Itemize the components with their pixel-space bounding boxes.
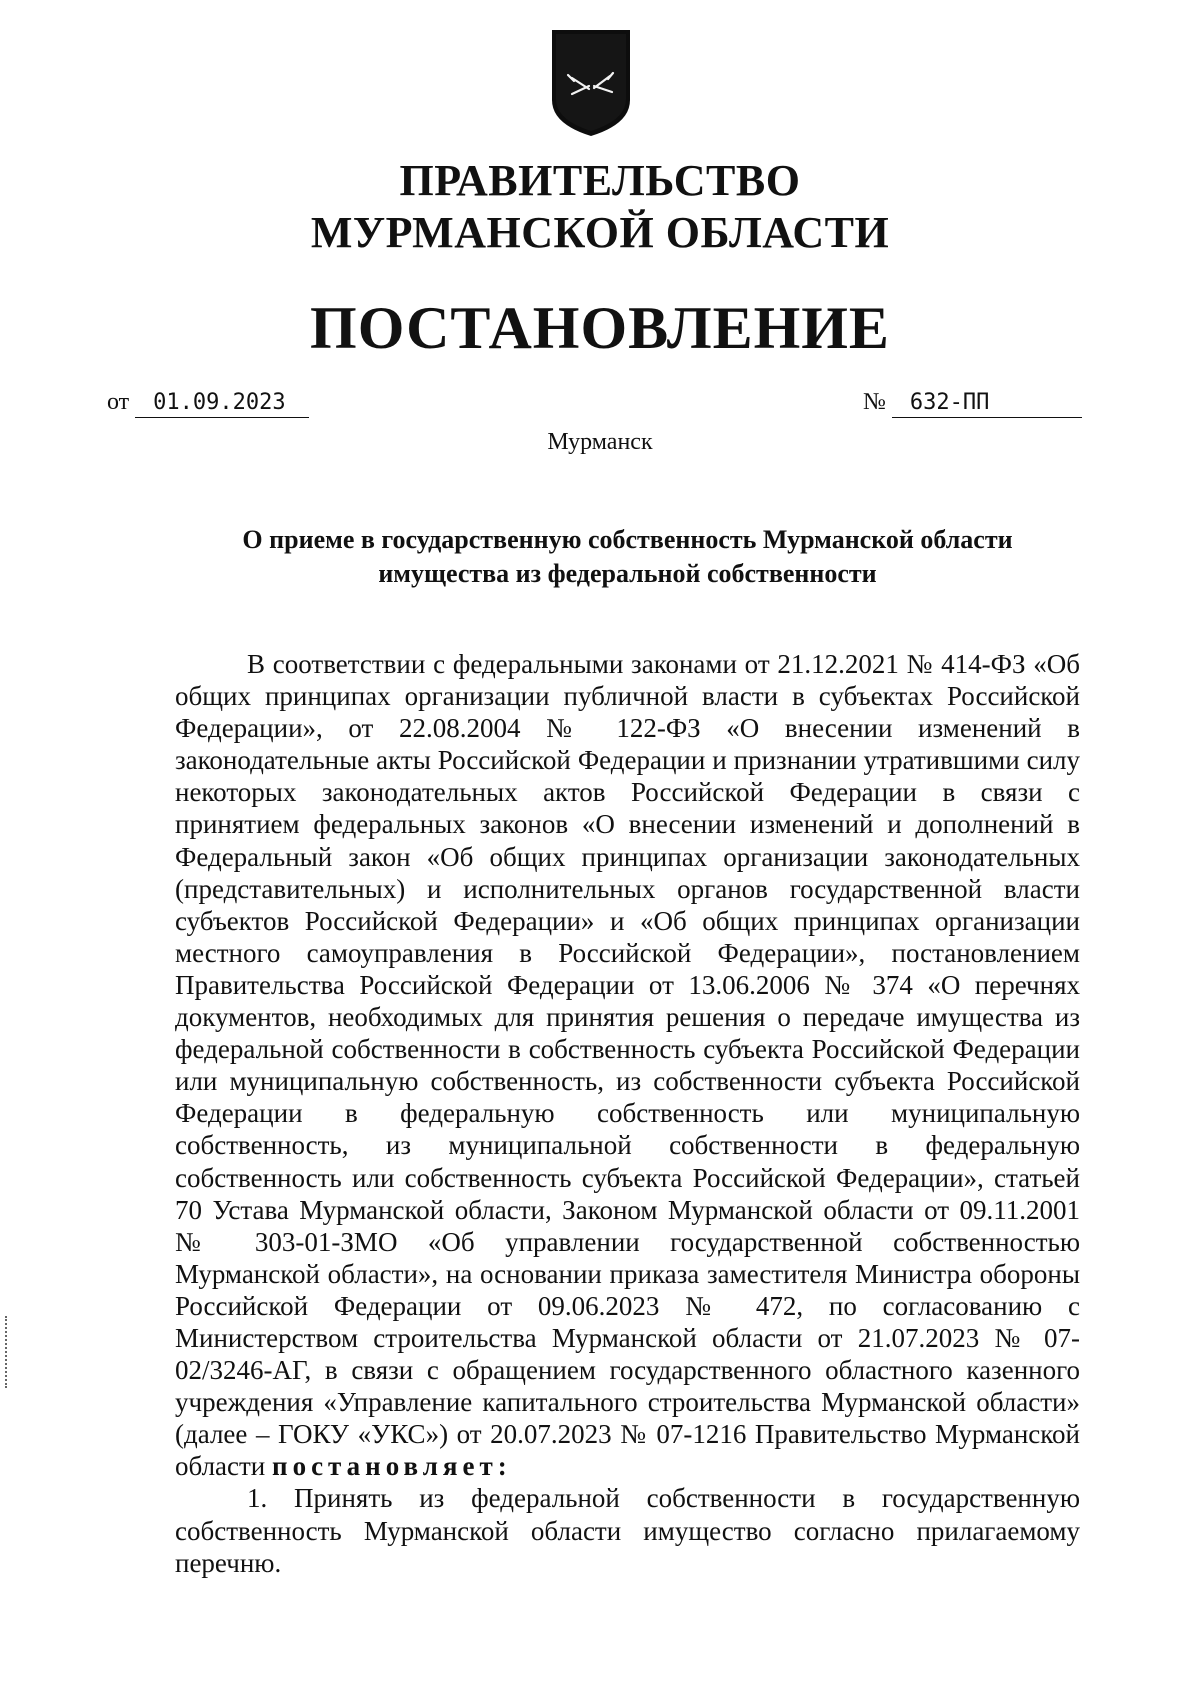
organization-name-line2: МУРМАНСКОЙ ОБЛАСТИ (310, 208, 890, 257)
preamble-text: В соответствии с федеральными законами от 21.12.2021 № 414-ФЗ «Об общих принципах организации публичной власти в субъектах Российской Федерации», от 22.08.2004 № 122-ФЗ «О внесении изменений в законодательные акты Российской Федерации и признании утратившими силу некоторых законодательных актов Российской Федерации в связи с принятием федеральных законов «О внесении изменений и дополнений в Федеральный закон «Об общих принципах организации законодательных (представительных) и исполнительных органов государственной власти субъектов Российской Федерации» и «Об общих принципах организации местного самоуправления в Российской Федерации», постановлением Правительства Российской Федерации от 13.06.2006 № 374 «О перечнях документов, необходимых для принятия решения о передаче имущества из федеральной собственности в собственность субъекта Российской Федерации или муниципальную собственность, из собственности субъекта Российской Федерации в федеральную собственность или муниципальную собственность, из муниципальной собственности в федеральную собственность или собственность субъекта Российской Федерации», статьей 70 Устава Мурманской области, Законом Мурманской области от 09.11.2001 № 303-01-ЗМО «Об управлении государственной собственностью Мурманской области», на основании приказа заместителя Министра обороны Российской Федерации от 09.06.2023 № 472, по согласованию с Министерством строительства Мурманской области от 21.07.2023 № 07-02/3246-АГ, в связи с обращением государственного областного казенного учреждения «Управление капитального строительства Мурманской области» (далее – ГОКУ «УКС») от 20.07.2023 № 07-1216 Правительство Мурманской области (175, 649, 1080, 1482)
coat-of-arms-icon (550, 28, 632, 138)
item-1-paragraph: 1. Принять из федеральной собственности в государственную собственность Мурманской области имущество согласно прилагаемому перечню. (175, 1483, 1080, 1578)
decree-word: постановляет: (272, 1451, 512, 1482)
document-body (175, 648, 1080, 1579)
organization-name-line1: ПРАВИТЕЛЬСТВО (399, 156, 801, 205)
subject-line1: О приеме в государственную собственность Мурманской области (242, 525, 1013, 554)
date-value: 01.09.2023 (135, 389, 309, 418)
date-field (107, 388, 309, 418)
document-number: 632-ПП (892, 389, 1082, 418)
city-name: Мурманск (547, 429, 653, 455)
number-prefix: № (863, 389, 886, 415)
preamble-paragraph (175, 648, 1080, 1482)
document-subject (175, 523, 1080, 591)
scan-margin-mark (5, 1316, 9, 1388)
date-prefix: от (107, 389, 130, 415)
subject-line2: имущества из федеральной собственности (378, 559, 877, 588)
document-type-title: ПОСТАНОВЛЕНИЕ (310, 295, 890, 361)
number-field (863, 388, 1082, 418)
